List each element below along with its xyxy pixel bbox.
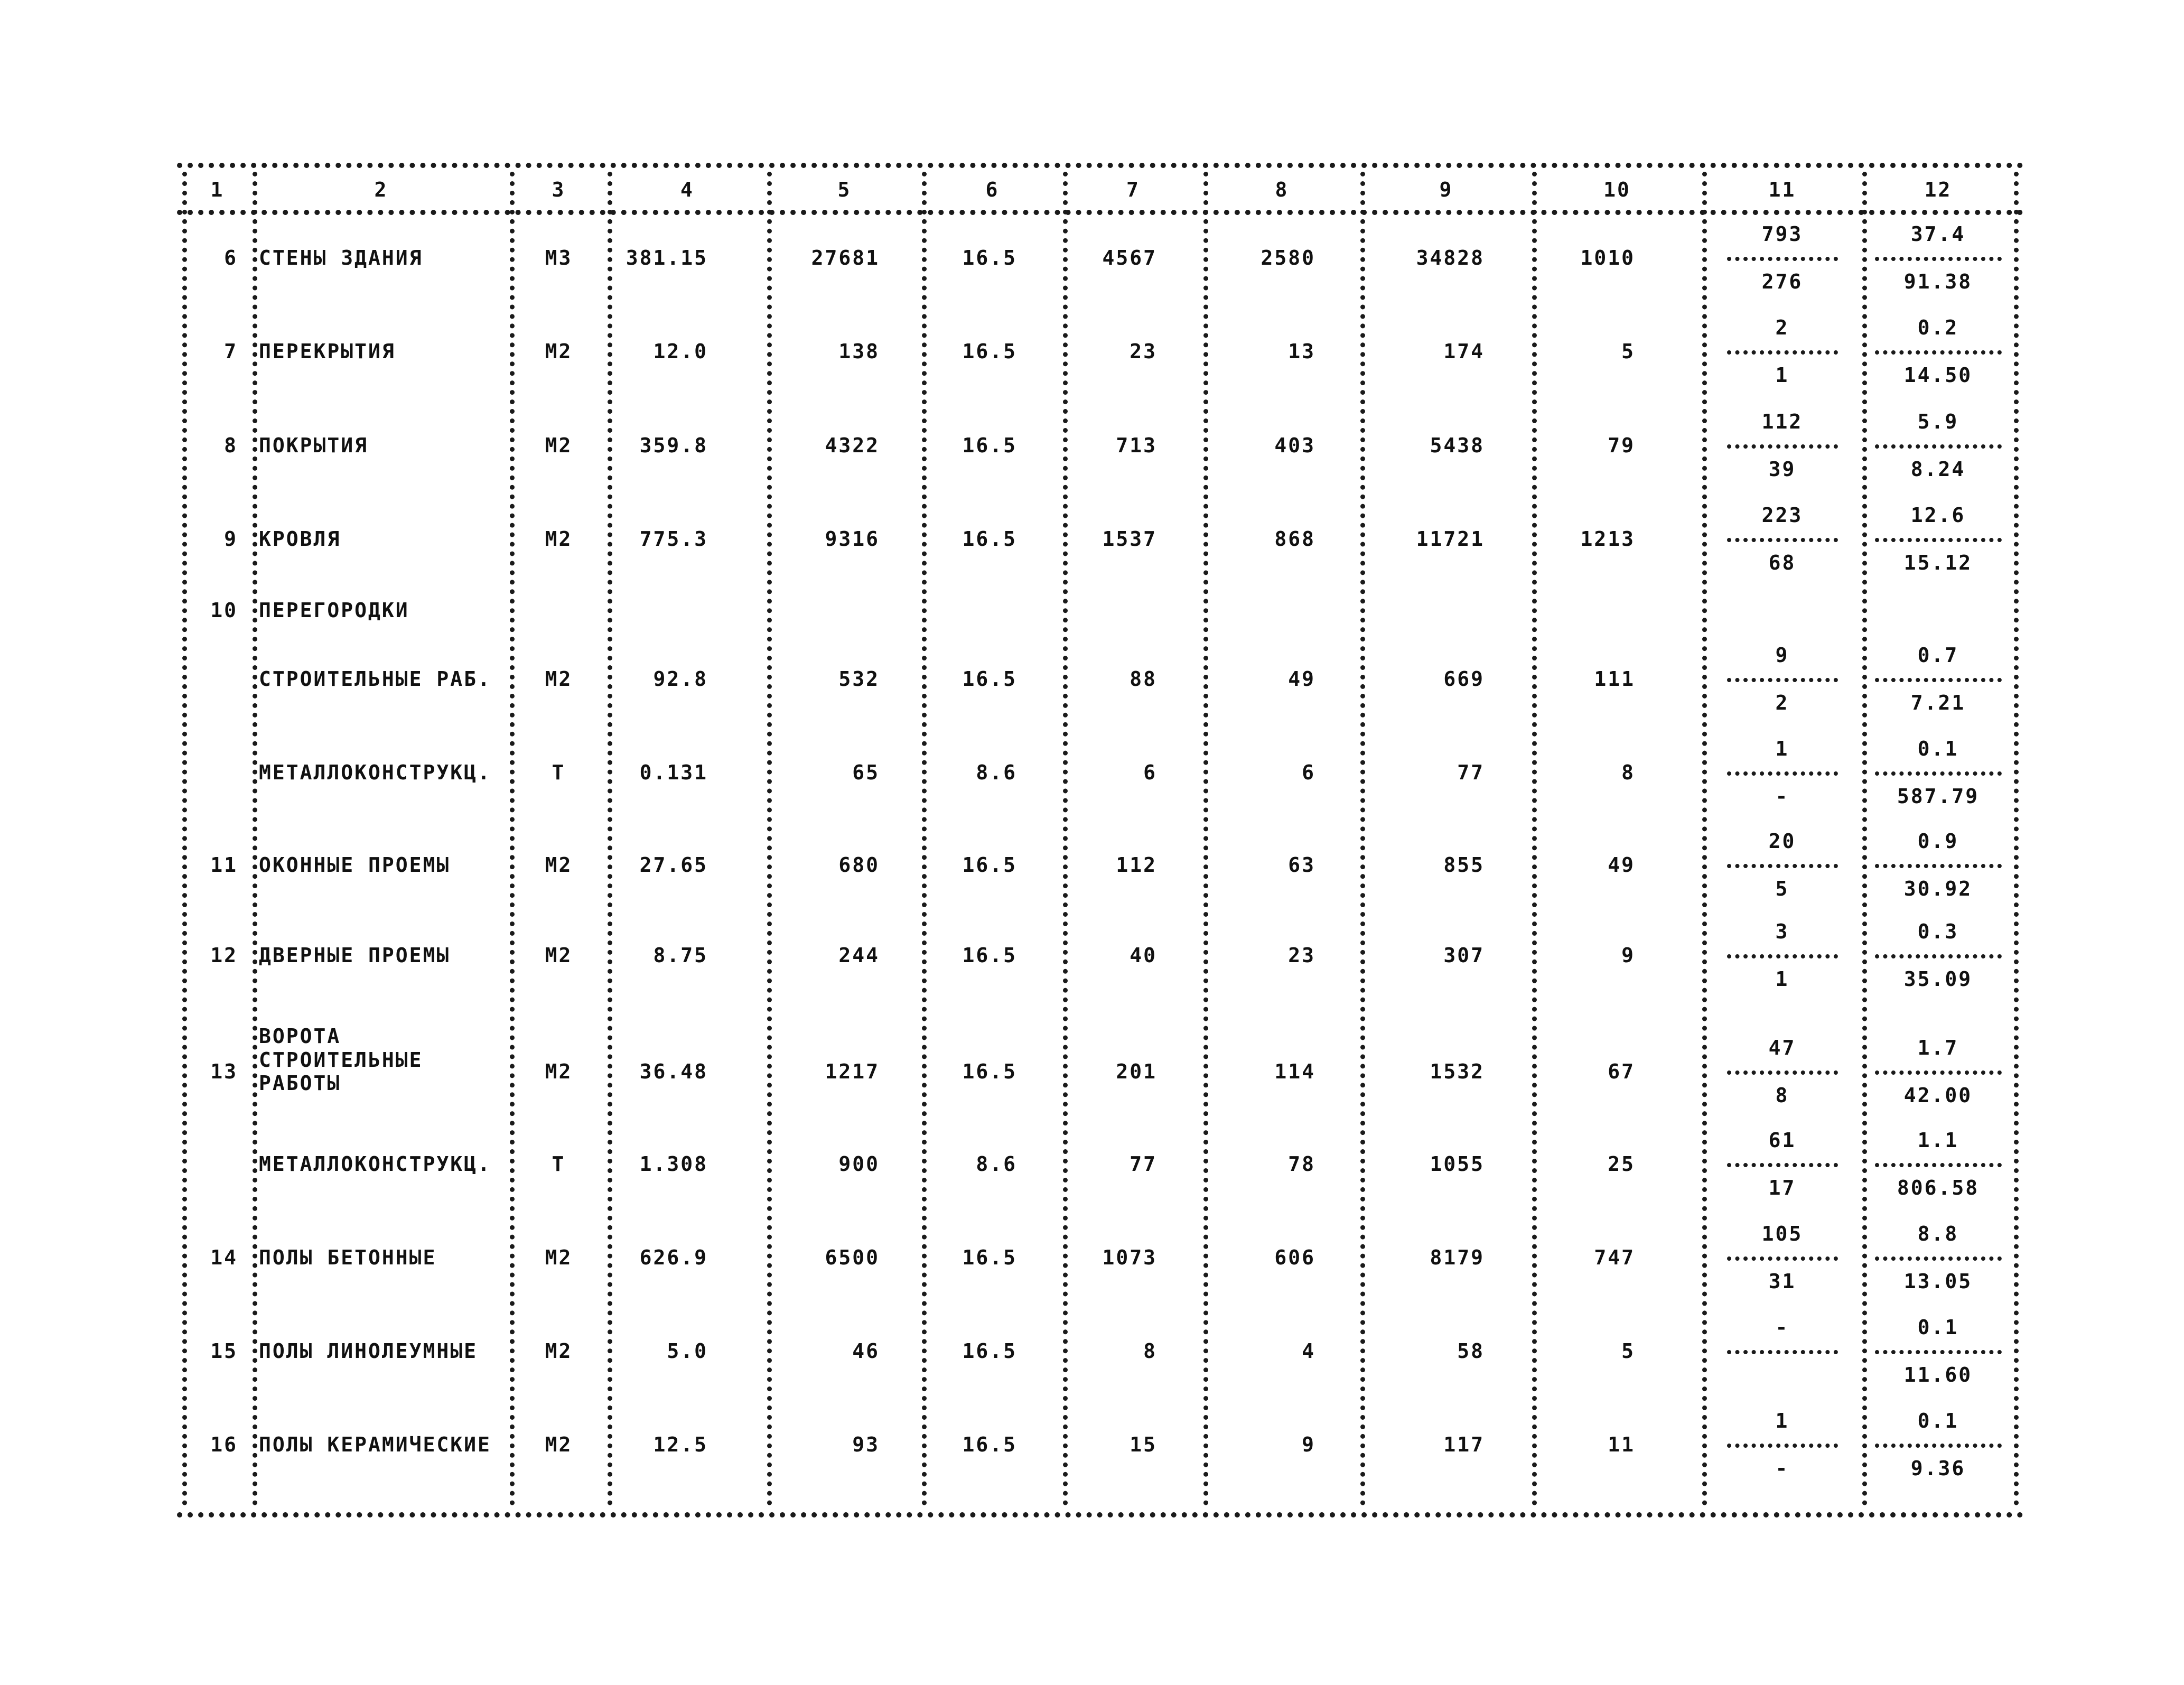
cell-col-5: 680 (838, 853, 880, 877)
cell-col-6: 16.5 (962, 667, 1017, 691)
row-name: ОКОННЫЕ ПРОЕМЫ (259, 853, 451, 877)
row-unit: М2 (545, 944, 573, 967)
column-separator (922, 172, 927, 1506)
row-unit: М2 (545, 340, 573, 363)
fraction-denominator-col-11: 39 (1768, 458, 1796, 481)
fraction-denominator-col-11: 31 (1768, 1270, 1796, 1293)
cell-col-6: 16.5 (962, 434, 1017, 457)
cell-col-7: 713 (1116, 434, 1157, 457)
cell-col-8: 403 (1274, 434, 1315, 457)
fraction-numerator-col-12: 0.9 (1917, 830, 1959, 853)
cell-col-7: 112 (1116, 853, 1157, 877)
row-unit: М3 (545, 246, 573, 269)
cell-col-9: 11721 (1416, 527, 1485, 551)
fraction-denominator-col-12: 8.24 (1910, 458, 1966, 481)
fraction-numerator-col-11: 47 (1768, 1036, 1796, 1059)
cell-col-4: 12.5 (653, 1433, 708, 1456)
fraction-denominator-col-12: 91.38 (1903, 270, 1973, 293)
fraction-denominator-col-12: 13.05 (1903, 1270, 1973, 1293)
row-number: 6 (224, 246, 238, 269)
cell-col-7: 1537 (1102, 527, 1157, 551)
fraction-numerator-col-11: 9 (1775, 644, 1789, 667)
fraction-numerator-col-11: 105 (1761, 1222, 1803, 1245)
cell-col-8: 23 (1288, 944, 1315, 967)
row-name: МЕТАЛЛОКОНСТРУКЦ. (259, 1152, 491, 1176)
cell-col-4: 8.75 (653, 944, 708, 967)
fraction-numerator-col-12: 0.3 (1917, 920, 1959, 943)
cell-col-5: 46 (852, 1339, 880, 1363)
row-number: 7 (224, 340, 238, 363)
row-unit: М2 (545, 1060, 573, 1083)
row-number: 15 (210, 1339, 238, 1363)
fraction-numerator-col-11: 2 (1775, 316, 1789, 339)
fraction-numerator-col-12: 5.9 (1917, 410, 1959, 433)
cell-col-7: 15 (1130, 1433, 1157, 1456)
fraction-denominator-col-11: 1 (1775, 967, 1789, 991)
cell-col-9: 117 (1443, 1433, 1485, 1456)
fraction-bar-col-11 (1727, 1350, 1838, 1354)
cell-col-5: 1217 (825, 1060, 880, 1083)
cell-col-7: 4567 (1102, 246, 1157, 269)
fraction-bar-col-12 (1875, 444, 2002, 449)
row-unit: Т (552, 1152, 566, 1176)
cell-col-9: 34828 (1416, 246, 1485, 269)
cell-col-10: 111 (1594, 667, 1635, 691)
row-number: 14 (210, 1246, 238, 1269)
row-name: КРОВЛЯ (259, 527, 341, 551)
column-header-1: 1 (210, 178, 225, 201)
column-header-11: 11 (1768, 178, 1796, 201)
row-number: 13 (210, 1060, 238, 1083)
cell-col-6: 16.5 (962, 1339, 1017, 1363)
cell-col-10: 25 (1608, 1152, 1635, 1176)
fraction-numerator-col-12: 12.6 (1910, 504, 1966, 527)
fraction-bar-col-11 (1727, 954, 1838, 958)
row-name: ПЕРЕКРЫТИЯ (259, 340, 396, 363)
cell-col-7: 23 (1130, 340, 1157, 363)
cell-col-6: 8.6 (976, 1152, 1017, 1176)
column-header-12: 12 (1924, 178, 1952, 201)
fraction-denominator-col-12: 14.50 (1903, 364, 1973, 387)
cell-col-8: 63 (1288, 853, 1315, 877)
fraction-bar-col-12 (1875, 1350, 2002, 1354)
cell-col-6: 16.5 (962, 527, 1017, 551)
row-name: СТЕНЫ ЗДАНИЯ (259, 246, 423, 269)
row-unit: Т (552, 761, 566, 784)
cell-col-10: 11 (1608, 1433, 1635, 1456)
column-separator (1203, 172, 1208, 1506)
fraction-bar-col-11 (1727, 1444, 1838, 1448)
fraction-numerator-col-11: 3 (1775, 920, 1789, 943)
fraction-denominator-col-11: 5 (1775, 877, 1789, 900)
fraction-bar-col-11 (1727, 1070, 1838, 1075)
fraction-bar-col-11 (1727, 350, 1838, 355)
fraction-numerator-col-12: 0.2 (1917, 316, 1959, 339)
cell-col-9: 8179 (1430, 1246, 1485, 1269)
cell-col-4: 5.0 (667, 1339, 708, 1363)
fraction-bar-col-12 (1875, 1163, 2002, 1167)
fraction-bar-col-11 (1727, 1256, 1838, 1261)
fraction-denominator-col-11: - (1775, 785, 1789, 808)
cell-col-10: 79 (1608, 434, 1635, 457)
cell-col-9: 669 (1443, 667, 1485, 691)
fraction-denominator-col-12: 35.09 (1903, 967, 1973, 991)
fraction-numerator-col-11: - (1775, 1316, 1789, 1339)
row-number: 10 (210, 599, 238, 622)
cell-col-7: 8 (1143, 1339, 1157, 1363)
fraction-bar-col-11 (1727, 444, 1838, 449)
row-unit: М2 (545, 1246, 573, 1269)
row-name: ПОЛЫ БЕТОННЫЕ (259, 1246, 437, 1269)
cell-col-8: 6 (1302, 761, 1315, 784)
cell-col-6: 16.5 (962, 1433, 1017, 1456)
cell-col-4: 1.308 (639, 1152, 708, 1176)
fraction-bar-col-12 (1875, 350, 2002, 355)
cell-col-9: 1532 (1430, 1060, 1485, 1083)
cell-col-7: 1073 (1102, 1246, 1157, 1269)
column-separator (510, 172, 515, 1506)
row-name: СТРОИТЕЛЬНЫЕ РАБ. (259, 667, 491, 691)
fraction-bar-col-11 (1727, 771, 1838, 776)
column-separator (1532, 172, 1537, 1506)
cell-col-4: 36.48 (639, 1060, 708, 1083)
cell-col-4: 0.131 (639, 761, 708, 784)
row-unit: М2 (545, 1433, 573, 1456)
fraction-bar-col-12 (1875, 864, 2002, 868)
fraction-bar-col-12 (1875, 1444, 2002, 1448)
fraction-numerator-col-11: 61 (1768, 1129, 1796, 1152)
cell-col-8: 2580 (1261, 246, 1315, 269)
row-name-line-2: СТРОИТЕЛЬНЫЕ (259, 1048, 423, 1072)
fraction-numerator-col-11: 223 (1761, 504, 1803, 527)
column-separator (767, 172, 772, 1506)
row-unit: М2 (545, 434, 573, 457)
fraction-denominator-col-11: 17 (1768, 1176, 1796, 1199)
fraction-numerator-col-12: 8.8 (1917, 1222, 1959, 1245)
column-header-8: 8 (1275, 178, 1289, 201)
column-header-5: 5 (837, 178, 852, 201)
cell-col-5: 6500 (825, 1246, 880, 1269)
fraction-bar-col-12 (1875, 678, 2002, 682)
row-number: 9 (224, 527, 238, 551)
fraction-denominator-col-12: 11.60 (1903, 1363, 1973, 1386)
column-separator (253, 172, 257, 1506)
column-header-4: 4 (680, 178, 694, 201)
cell-col-10: 1213 (1580, 527, 1635, 551)
fraction-denominator-col-12: 806.58 (1897, 1176, 1980, 1199)
cell-col-9: 5438 (1430, 434, 1485, 457)
cell-col-8: 4 (1302, 1339, 1315, 1363)
cell-col-7: 6 (1143, 761, 1157, 784)
cell-col-4: 27.65 (639, 853, 708, 877)
row-name: ПЕРЕГОРОДКИ (259, 599, 409, 622)
column-separator (1862, 172, 1867, 1506)
cell-col-9: 307 (1443, 944, 1485, 967)
row-name: МЕТАЛЛОКОНСТРУКЦ. (259, 761, 491, 784)
row-name-line-3: РАБОТЫ (259, 1072, 341, 1095)
cell-col-5: 4322 (825, 434, 880, 457)
cell-col-7: 77 (1130, 1152, 1157, 1176)
row-unit: М2 (545, 527, 573, 551)
cell-col-8: 868 (1274, 527, 1315, 551)
fraction-numerator-col-12: 0.1 (1917, 1409, 1959, 1432)
cell-col-4: 381.15 (626, 246, 708, 269)
fraction-denominator-col-12: 42.00 (1903, 1084, 1973, 1107)
cell-col-5: 138 (838, 340, 880, 363)
column-header-6: 6 (985, 178, 1000, 201)
bottom-rule (177, 1512, 2023, 1518)
cell-col-8: 49 (1288, 667, 1315, 691)
column-header-3: 3 (552, 178, 566, 201)
column-separator (1063, 172, 1068, 1506)
column-separator (182, 172, 187, 1506)
cell-col-6: 8.6 (976, 761, 1017, 784)
column-header-7: 7 (1126, 178, 1140, 201)
fraction-denominator-col-12: 9.36 (1910, 1457, 1966, 1480)
fraction-denominator-col-12: 7.21 (1910, 691, 1966, 714)
cell-col-6: 16.5 (962, 340, 1017, 363)
cell-col-10: 67 (1608, 1060, 1635, 1083)
fraction-bar-col-12 (1875, 1256, 2002, 1261)
row-number: 12 (210, 944, 238, 967)
cell-col-10: 49 (1608, 853, 1635, 877)
fraction-bar-col-12 (1875, 1070, 2002, 1075)
row-number: 16 (210, 1433, 238, 1456)
fraction-denominator-col-12: 15.12 (1903, 551, 1973, 574)
cell-col-10: 5 (1621, 1339, 1635, 1363)
column-header-9: 9 (1439, 178, 1453, 201)
fraction-denominator-col-11: 8 (1775, 1084, 1789, 1107)
fraction-bar-col-12 (1875, 771, 2002, 776)
cell-col-7: 201 (1116, 1060, 1157, 1083)
cell-col-9: 174 (1443, 340, 1485, 363)
cell-col-5: 532 (838, 667, 880, 691)
row-unit: М2 (545, 853, 573, 877)
cell-col-4: 775.3 (639, 527, 708, 551)
cell-col-8: 9 (1302, 1433, 1315, 1456)
cell-col-5: 244 (838, 944, 880, 967)
fraction-numerator-col-12: 1.7 (1917, 1036, 1959, 1059)
fraction-bar-col-12 (1875, 538, 2002, 542)
fraction-numerator-col-11: 1 (1775, 1409, 1789, 1432)
fraction-numerator-col-12: 1.1 (1917, 1129, 1959, 1152)
cell-col-10: 5 (1621, 340, 1635, 363)
cell-col-5: 27681 (811, 246, 880, 269)
fraction-bar-col-11 (1727, 1163, 1838, 1167)
row-name: ДВЕРНЫЕ ПРОЕМЫ (259, 944, 451, 967)
fraction-denominator-col-11: 2 (1775, 691, 1789, 714)
cell-col-5: 900 (838, 1152, 880, 1176)
cell-col-5: 9316 (825, 527, 880, 551)
fraction-bar-col-11 (1727, 678, 1838, 682)
cell-col-10: 747 (1594, 1246, 1635, 1269)
cell-col-8: 114 (1274, 1060, 1315, 1083)
column-header-10: 10 (1603, 178, 1631, 201)
row-name: ВОРОТА (259, 1025, 341, 1048)
fraction-bar-col-12 (1875, 257, 2002, 261)
cell-col-5: 65 (852, 761, 880, 784)
cell-col-9: 855 (1443, 853, 1485, 877)
fraction-denominator-col-11: 276 (1761, 270, 1803, 293)
cell-col-4: 92.8 (653, 667, 708, 691)
fraction-denominator-col-12: 587.79 (1897, 785, 1980, 808)
cell-col-6: 16.5 (962, 944, 1017, 967)
fraction-numerator-col-12: 37.4 (1910, 222, 1966, 246)
cell-col-10: 1010 (1580, 246, 1635, 269)
cell-col-8: 13 (1288, 340, 1315, 363)
cell-col-9: 58 (1457, 1339, 1485, 1363)
fraction-numerator-col-11: 20 (1768, 830, 1796, 853)
row-name: ПОЛЫ КЕРАМИЧЕСКИЕ (259, 1433, 491, 1456)
fraction-bar-col-11 (1727, 864, 1838, 868)
fraction-numerator-col-11: 793 (1761, 222, 1803, 246)
cell-col-7: 88 (1130, 667, 1157, 691)
fraction-numerator-col-11: 1 (1775, 737, 1789, 760)
fraction-numerator-col-12: 0.7 (1917, 644, 1959, 667)
column-separator (2014, 172, 2019, 1506)
column-separator (1360, 172, 1365, 1506)
column-separator (608, 172, 612, 1506)
fraction-bar-col-11 (1727, 257, 1838, 261)
cell-col-9: 77 (1457, 761, 1485, 784)
cell-col-6: 16.5 (962, 1246, 1017, 1269)
row-name: ПОКРЫТИЯ (259, 434, 369, 457)
row-number: 8 (224, 434, 238, 457)
cell-col-4: 626.9 (639, 1246, 708, 1269)
header-rule (177, 210, 2023, 215)
cell-col-6: 16.5 (962, 853, 1017, 877)
fraction-numerator-col-11: 112 (1761, 410, 1803, 433)
cell-col-4: 359.8 (639, 434, 708, 457)
fraction-bar-col-11 (1727, 538, 1838, 542)
cell-col-5: 93 (852, 1433, 880, 1456)
cell-col-6: 16.5 (962, 1060, 1017, 1083)
fraction-denominator-col-11: - (1775, 1457, 1789, 1480)
row-number: 11 (210, 853, 238, 877)
fraction-denominator-col-11: 1 (1775, 364, 1789, 387)
row-unit: М2 (545, 1339, 573, 1363)
column-header-2: 2 (374, 178, 388, 201)
fraction-denominator-col-12: 30.92 (1903, 877, 1973, 900)
cell-col-10: 8 (1621, 761, 1635, 784)
cell-col-10: 9 (1621, 944, 1635, 967)
fraction-denominator-col-11: 68 (1768, 551, 1796, 574)
cell-col-8: 606 (1274, 1246, 1315, 1269)
fraction-numerator-col-12: 0.1 (1917, 737, 1959, 760)
cell-col-6: 16.5 (962, 246, 1017, 269)
cell-col-4: 12.0 (653, 340, 708, 363)
row-unit: М2 (545, 667, 573, 691)
cell-col-7: 40 (1130, 944, 1157, 967)
cell-col-9: 1055 (1430, 1152, 1485, 1176)
fraction-bar-col-12 (1875, 954, 2002, 958)
column-separator (1702, 172, 1707, 1506)
fraction-numerator-col-12: 0.1 (1917, 1316, 1959, 1339)
top-rule (177, 163, 2023, 168)
cell-col-8: 78 (1288, 1152, 1315, 1176)
row-name: ПОЛЫ ЛИНОЛЕУМНЫЕ (259, 1339, 478, 1363)
